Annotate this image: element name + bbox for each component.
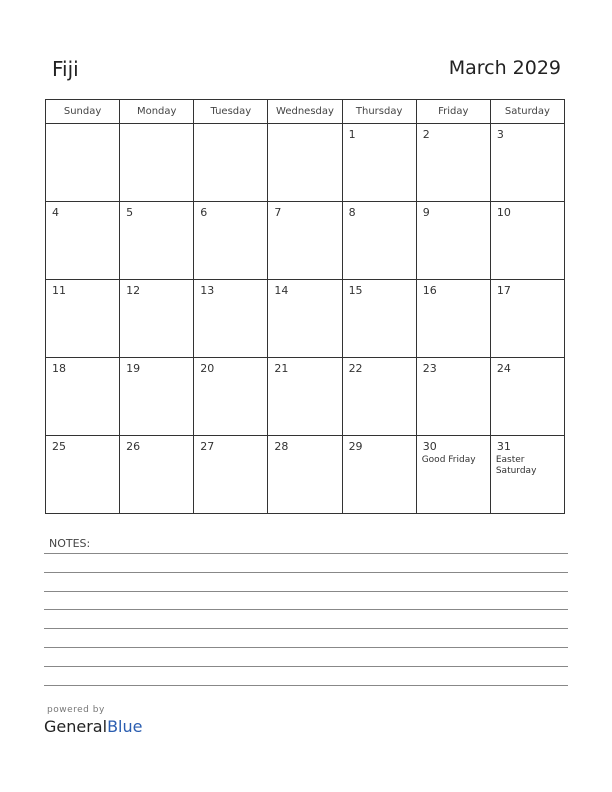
day-cell: [342, 124, 416, 202]
brand-logo: [44, 717, 142, 736]
day-cell: [194, 436, 268, 514]
notes-lines: [44, 553, 568, 703]
notes-line: [44, 647, 568, 648]
day-cell: [416, 280, 490, 358]
month-year-title: March 2029: [448, 57, 561, 79]
day-cell: [342, 358, 416, 436]
weekday-wednesday: Wednesday: [268, 100, 342, 124]
calendar-grid: [45, 99, 565, 514]
notes-line: [44, 591, 568, 592]
day-cell: [46, 280, 120, 358]
notes-line: [44, 572, 568, 573]
day-number: 6: [200, 206, 208, 219]
weekday-header-row: [46, 100, 565, 124]
day-cell: [46, 124, 120, 202]
day-number: 30: [422, 440, 437, 453]
day-number: 11: [52, 284, 66, 297]
day-number: 15: [348, 284, 363, 297]
weekday-monday: Monday: [120, 100, 194, 124]
day-number: 3: [496, 128, 504, 141]
day-cell: [120, 202, 194, 280]
day-cell: [416, 436, 490, 514]
day-cell: [194, 124, 268, 202]
day-number: [268, 124, 341, 128]
week-row: [46, 124, 565, 202]
day-cell: [490, 280, 564, 358]
day-number: [120, 124, 193, 128]
day-cell: [120, 280, 194, 358]
brand-general: General: [44, 717, 108, 736]
day-number: 26: [126, 440, 141, 453]
day-number: 24: [496, 362, 511, 375]
day-number: 16: [422, 284, 437, 297]
notes-line: [44, 628, 568, 629]
weekday-saturday: Saturday: [490, 100, 564, 124]
day-cell: [194, 202, 268, 280]
brand-blue: Blue: [107, 717, 143, 736]
day-cell: [342, 436, 416, 514]
day-number: 19: [126, 362, 141, 375]
day-cell: [46, 436, 120, 514]
day-cell: [416, 202, 490, 280]
day-cell: [416, 124, 490, 202]
day-cell: [120, 358, 194, 436]
day-cell: [268, 202, 342, 280]
day-number: 27: [200, 440, 215, 453]
day-number: 2: [422, 128, 430, 141]
day-cell: [268, 358, 342, 436]
day-cell: [120, 124, 194, 202]
week-row: [46, 436, 565, 514]
day-number: 29: [348, 440, 363, 453]
day-number: 20: [200, 362, 215, 375]
day-number: [194, 124, 267, 128]
day-number: 10: [496, 206, 511, 219]
day-number: 18: [52, 362, 66, 375]
day-number: 13: [200, 284, 215, 297]
day-number: 9: [422, 206, 430, 219]
country-title: Fiji: [52, 57, 79, 81]
day-cell: [46, 358, 120, 436]
day-cell: [194, 358, 268, 436]
weekday-thursday: Thursday: [342, 100, 416, 124]
day-number: 28: [274, 440, 289, 453]
holiday-label: Good Friday: [421, 455, 476, 465]
notes-line: [44, 666, 568, 667]
weekday-sunday: Sunday: [46, 100, 120, 124]
day-number: 12: [126, 284, 141, 297]
notes-label: NOTES:: [49, 537, 91, 550]
day-cell: [490, 436, 564, 514]
day-cell: [342, 202, 416, 280]
notes-line: [44, 553, 568, 554]
day-cell: [120, 436, 194, 514]
day-cell: [490, 358, 564, 436]
notes-line: [44, 685, 568, 686]
day-number: 8: [348, 206, 356, 219]
week-row: [46, 202, 565, 280]
day-number: 22: [348, 362, 363, 375]
day-number: 17: [496, 284, 511, 297]
week-row: [46, 280, 565, 358]
weekday-friday: Friday: [416, 100, 490, 124]
day-number: [46, 124, 119, 128]
day-number: 5: [126, 206, 134, 219]
day-number: 25: [52, 440, 66, 453]
day-cell: [268, 124, 342, 202]
powered-by-text: powered by: [47, 705, 105, 715]
day-number: 4: [52, 206, 59, 219]
day-cell: [194, 280, 268, 358]
day-number: 21: [274, 362, 289, 375]
day-number: 14: [274, 284, 289, 297]
day-number: 31: [496, 440, 511, 453]
day-number: 23: [422, 362, 437, 375]
day-cell: [268, 280, 342, 358]
weekday-tuesday: Tuesday: [194, 100, 268, 124]
day-cell: [490, 124, 564, 202]
day-cell: [342, 280, 416, 358]
notes-line: [44, 609, 568, 610]
day-cell: [490, 202, 564, 280]
day-cell: [46, 202, 120, 280]
holiday-label: Easter Saturday: [495, 455, 537, 476]
day-cell: [416, 358, 490, 436]
week-row: [46, 358, 565, 436]
day-number: 7: [274, 206, 282, 219]
day-cell: [268, 436, 342, 514]
day-number: 1: [348, 128, 356, 141]
